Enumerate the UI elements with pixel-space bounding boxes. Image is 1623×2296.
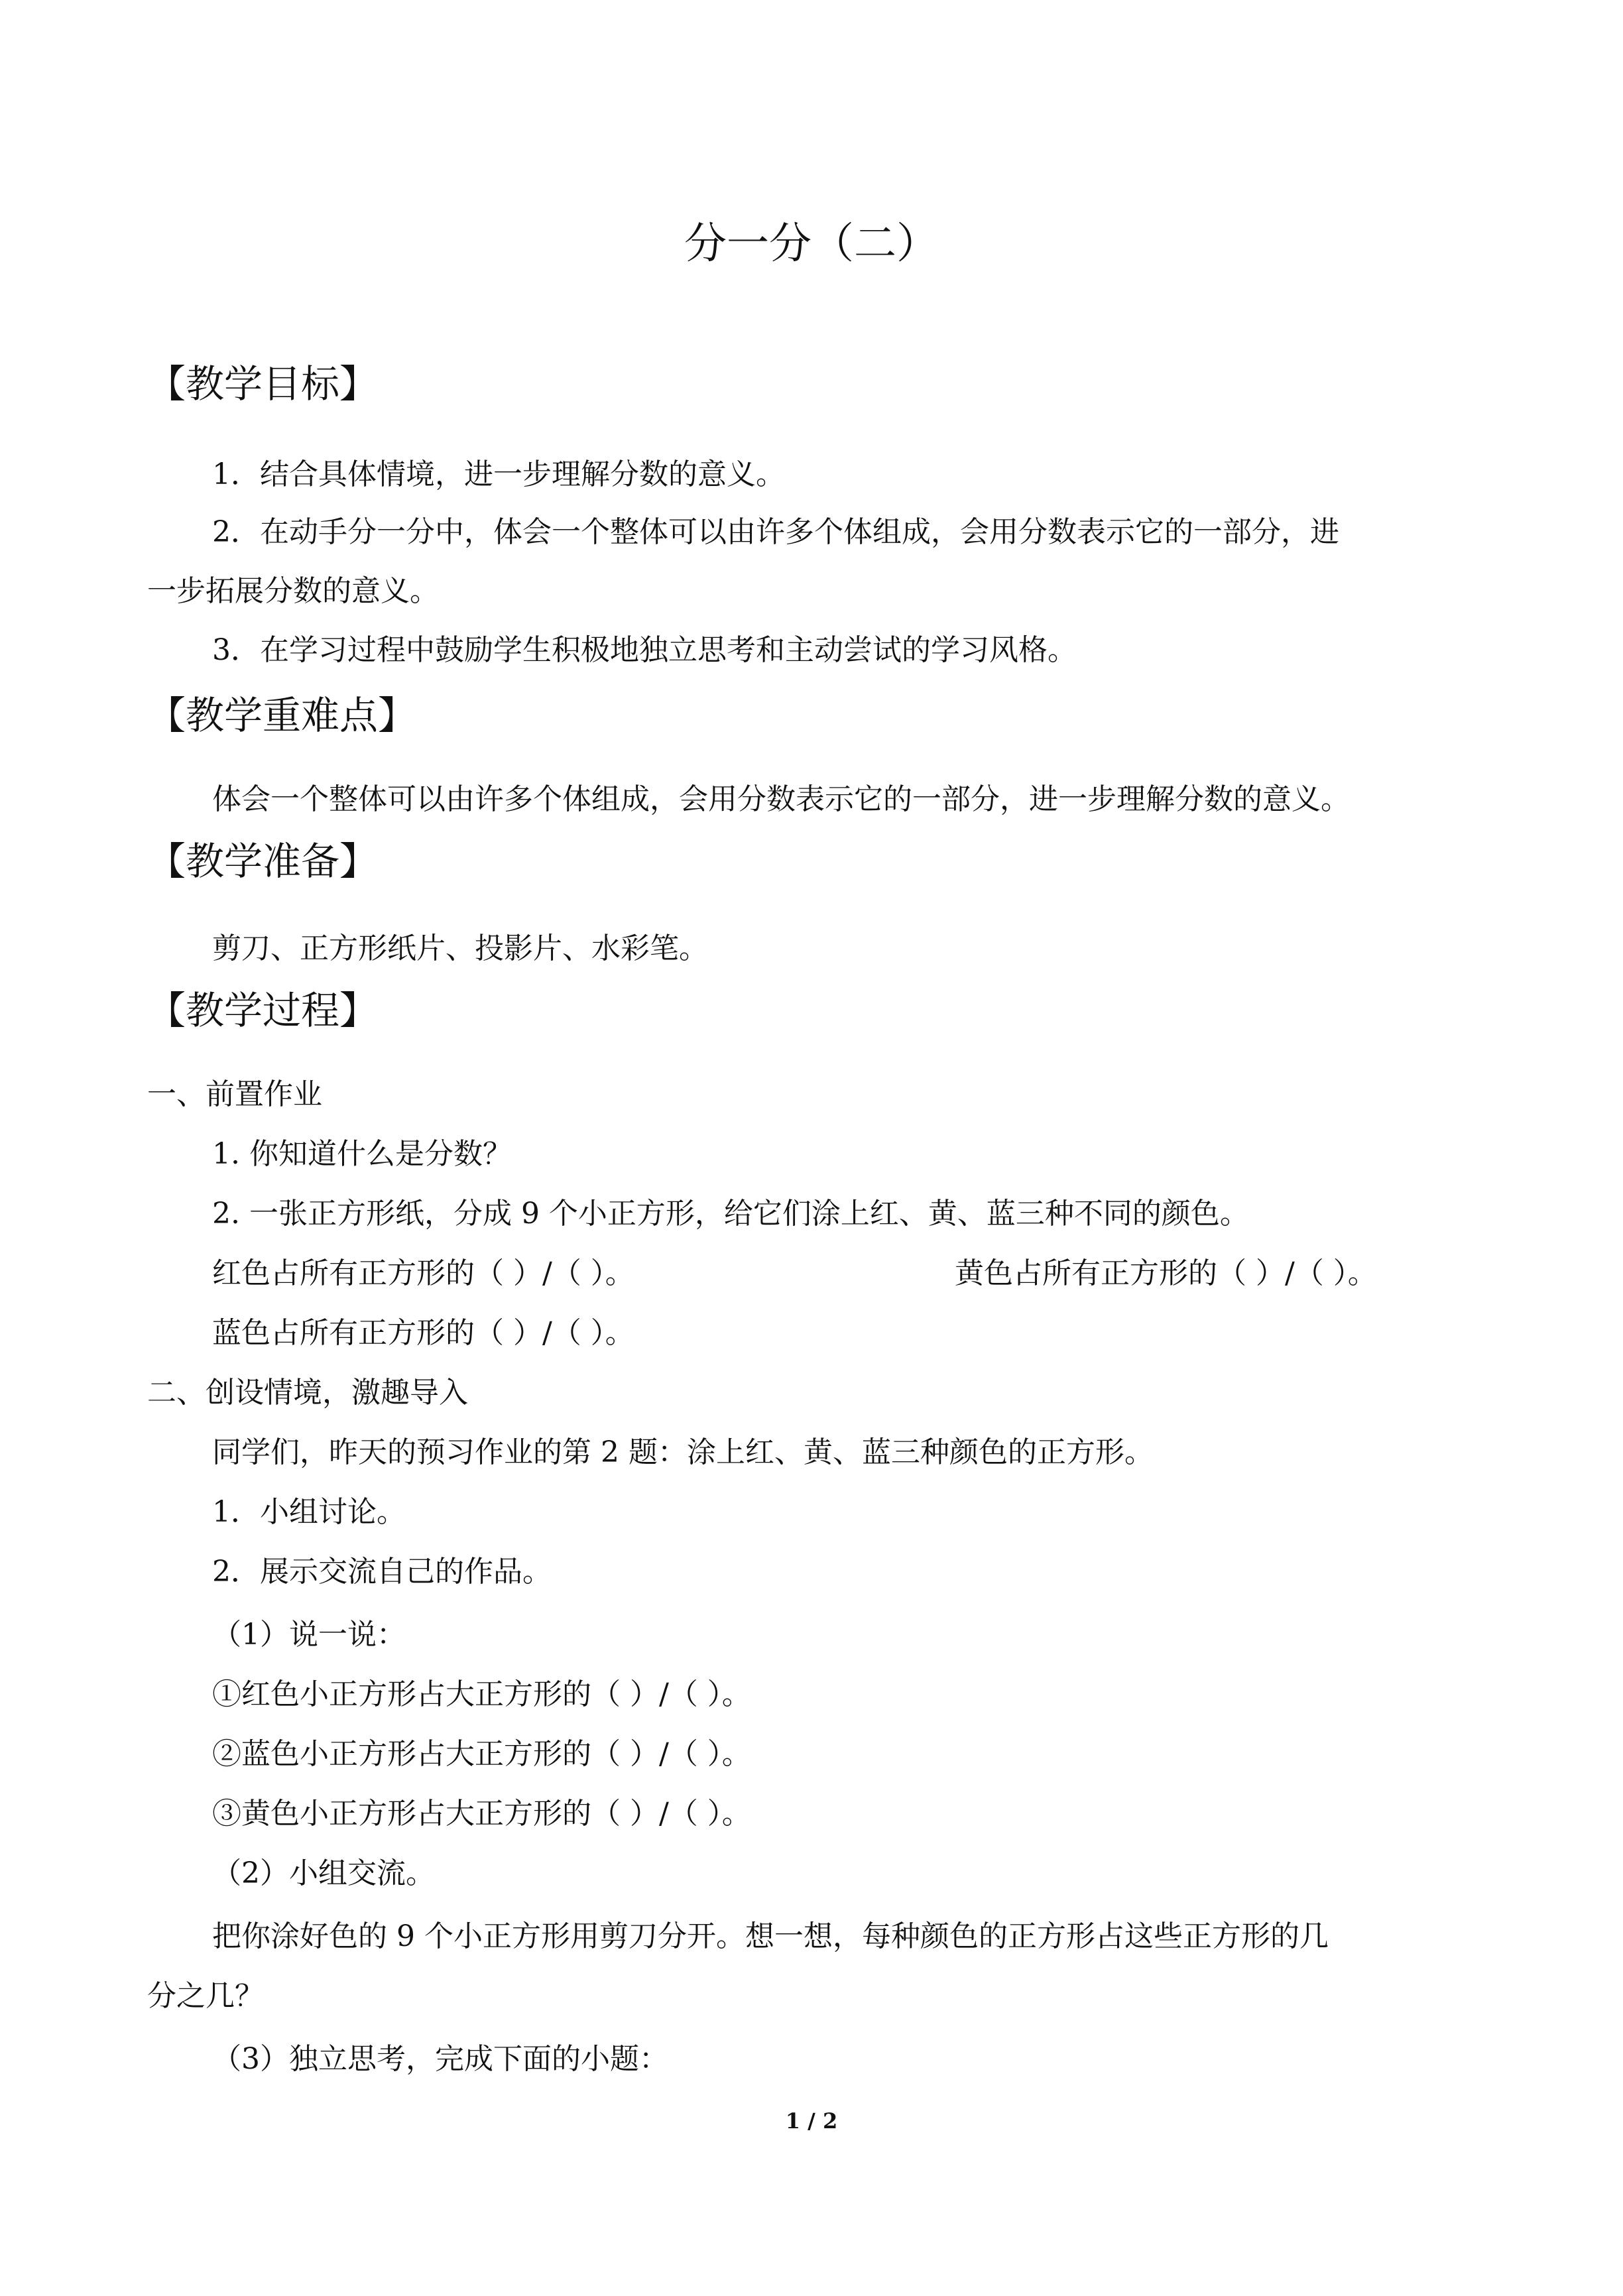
process-q1: 1. 你知道什么是分数？ [212,1137,512,1171]
objective-3: 3．在学习过程中鼓励学生积极地独立思考和主动尝试的学习风格。 [212,633,1077,667]
process-sub-1: （1）说一说： [212,1618,406,1652]
objective-2: 2．在动手分一分中，体会一个整体可以由许多个体组成，会用分数表示它的一部分，进 [212,515,1339,549]
process-part-1: 一、前置作业 [147,1077,322,1111]
objective-1: 1．结合具体情境，进一步理解分数的意义。 [212,457,785,491]
process-q2: 2. 一张正方形纸，分成 9 个小正方形，给它们涂上红、黄、蓝三种不同的颜色。 [212,1197,1249,1231]
objective-2-cont: 一步拓展分数的意义。 [147,574,439,608]
process-part-2: 二、创设情境，激趣导入 [147,1376,468,1410]
answer-blue: ②蓝色小正方形占大正方形的（ ）/（ ）。 [212,1737,751,1771]
process-step-2: 2．展示交流自己的作品。 [212,1555,552,1589]
page-number: 1 / 2 [785,2108,838,2134]
process-task: 把你涂好色的 9 个小正方形用剪刀分开。想一想，每种颜色的正方形占这些正方形的几 [212,1919,1329,1953]
answer-yellow: ③黄色小正方形占大正方形的（ ）/（ ）。 [212,1797,751,1831]
prep-text: 剪刀、正方形纸片、投影片、水彩笔。 [212,932,708,965]
blank-blue: 蓝色占所有正方形的（ ）/（ ）。 [212,1316,634,1350]
answer-red: ①红色小正方形占大正方形的（ ）/（ ）。 [212,1677,751,1711]
heading-prep: 【教学准备】 [147,839,379,884]
process-intro: 同学们，昨天的预习作业的第 2 题：涂上红、黄、蓝三种颜色的正方形。 [212,1435,1154,1469]
page-title: 分一分（二） [684,219,939,269]
blank-yellow: 黄色占所有正方形的（ ）/（ ）。 [955,1256,1377,1290]
process-sub-2: （2）小组交流。 [212,1856,435,1890]
keypoints-text: 体会一个整体可以由许多个体组成，会用分数表示它的一部分，进一步理解分数的意义。 [212,782,1350,816]
heading-keypoints: 【教学重难点】 [147,693,417,738]
heading-objectives: 【教学目标】 [147,361,379,406]
process-task-cont: 分之几？ [147,1979,264,2013]
process-step-1: 1．小组讨论。 [212,1495,406,1529]
process-sub-3: （3）独立思考，完成下面的小题： [212,2042,668,2076]
blank-red: 红色占所有正方形的（ ）/（ ）。 [212,1256,634,1290]
heading-process: 【教学过程】 [147,988,379,1033]
